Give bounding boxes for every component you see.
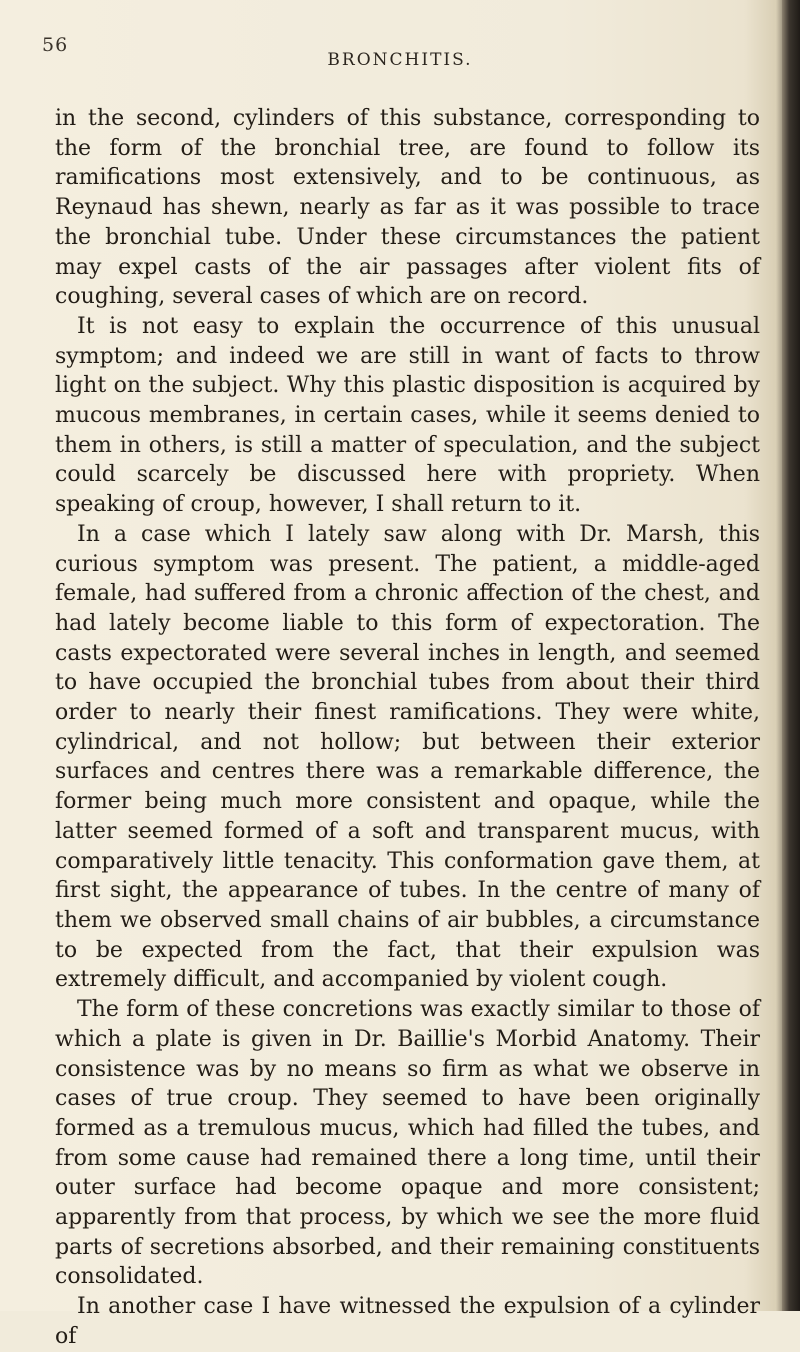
paragraph-4: The form of these concretions was exactly similar to those of which a plate is given in Dr. Baillie's Morbid Anatomy. Their consistence was by no means so firm as what we observe in cases of true croup. They seemed to have been originally formed as a tremulous mucus, which had filled the tubes, and from some cause had remained there a long time, until their outer surface had become opaque and more consistent; apparently from that process, by which we see the more fluid parts of secretions absorbed, and their remaining constituents consolidated.	[55, 997, 760, 1290]
page-number: 56	[42, 34, 69, 56]
paragraph-5: In another case I have witnessed the expulsion of a cylinder of	[55, 1294, 760, 1349]
page-edge-shadow	[782, 0, 800, 1311]
running-title: BRONCHITIS.	[327, 50, 473, 70]
paragraph-2: It is not easy to explain the occurrence of this unusual symptom; and indeed we are still in want of facts to throw light on the subject. Why this plastic disposition is acquired by mucous membranes, in certain cases, while it seems denied to them in others, is still a matter of speculation, and the subject could scarcely be discussed here with propriety. When speaking of croup, however, I shall return to it.	[55, 313, 760, 518]
body-text	[55, 104, 760, 1352]
paragraph-1: in the second, cylinders of this substance, corresponding to the form of the bronchial tree, are found to follow its ramifications most extensively, and to be continuous, as Reynaud has shewn, nearly as far as it was possible to trace the bronchial tube. Under these circumstances the patient may expel casts of the air passages after violent fits of coughing, several cases of which are on record.	[55, 106, 760, 310]
paragraph-3: In a case which I lately saw along with Dr. Marsh, this curious symptom was present. The patient, a middle-aged female, had suffered from a chronic affection of the chest, and had lately become liable to this form of expectoration. The casts expectorated were several inches in length, and seemed to have occupied the bronchial tubes from about their third order to nearly their finest ramifications. They were white, cylindrical, and not hollow; but between their exterior surfaces and centres there was a remarkable difference, the former being much more consistent and opaque, while the latter seemed formed of a soft and transparent mucus, with comparatively little tenacity. This conformation gave them, at first sight, the appearance of tubes. In the centre of many of them we observed small chains of air bubbles, a circumstance to be expected from the fact, that their expulsion was extremely difficult, and accompanied by violent cough.	[55, 521, 760, 993]
